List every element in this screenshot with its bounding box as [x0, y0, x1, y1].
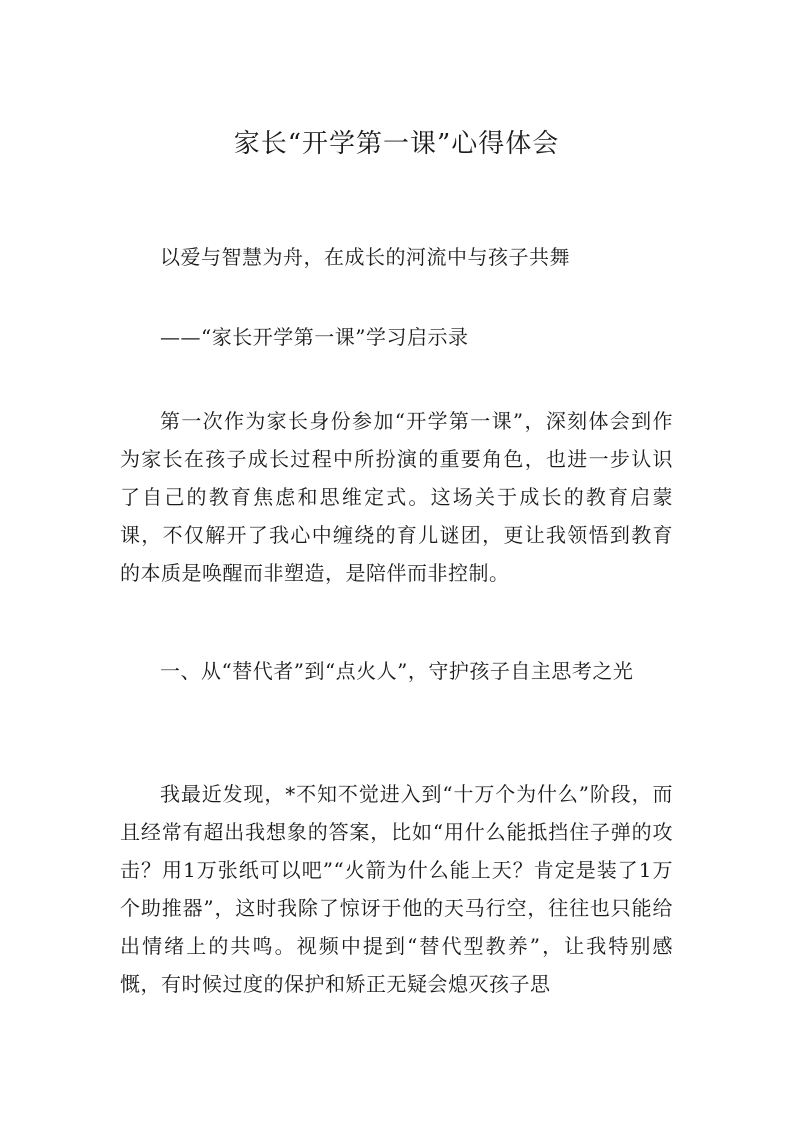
section-heading-1: 一、从“替代者”到“点火人”，守护孩子自主思考之光 [160, 659, 634, 683]
document-subtitle: 以爱与智慧为舟，在成长的河流中与孩子共舞 [160, 245, 570, 269]
paragraph-section-1: 我最近发现，*不知不觉进入到“十万个为什么”阶段，而且经常有超出我想象的答案，比如“用什么能抵挡住子弹的攻击？用1万张纸可以吧”“火箭为什么能上天？肯定是装了1万个助推器”，这时我除了惊讶于他的天马行空，往往也只能给出情绪上的共鸣。视频中提到“替代型教养”，让我特别感慨，有时候过度的保护和矫正无疑会熄灭孩子思 [120, 782, 673, 996]
document-subsubtitle: ——“家长开学第一课”学习启示录 [160, 325, 469, 349]
paragraph-intro: 第一次作为家长身份参加“开学第一课”，深刻体会到作为家长在孩子成长过程中所扮演的重要角色，也进一步认识了自己的教育焦虑和思维定式。这场关于成长的教育启蒙课，不仅解开了我心中缠绕的育儿谜团，更让我领悟到教育的本质是唤醒而非塑造，是陪伴而非控制。 [120, 409, 673, 585]
document-title: 家长“开学第一课”心得体会 [233, 129, 560, 159]
